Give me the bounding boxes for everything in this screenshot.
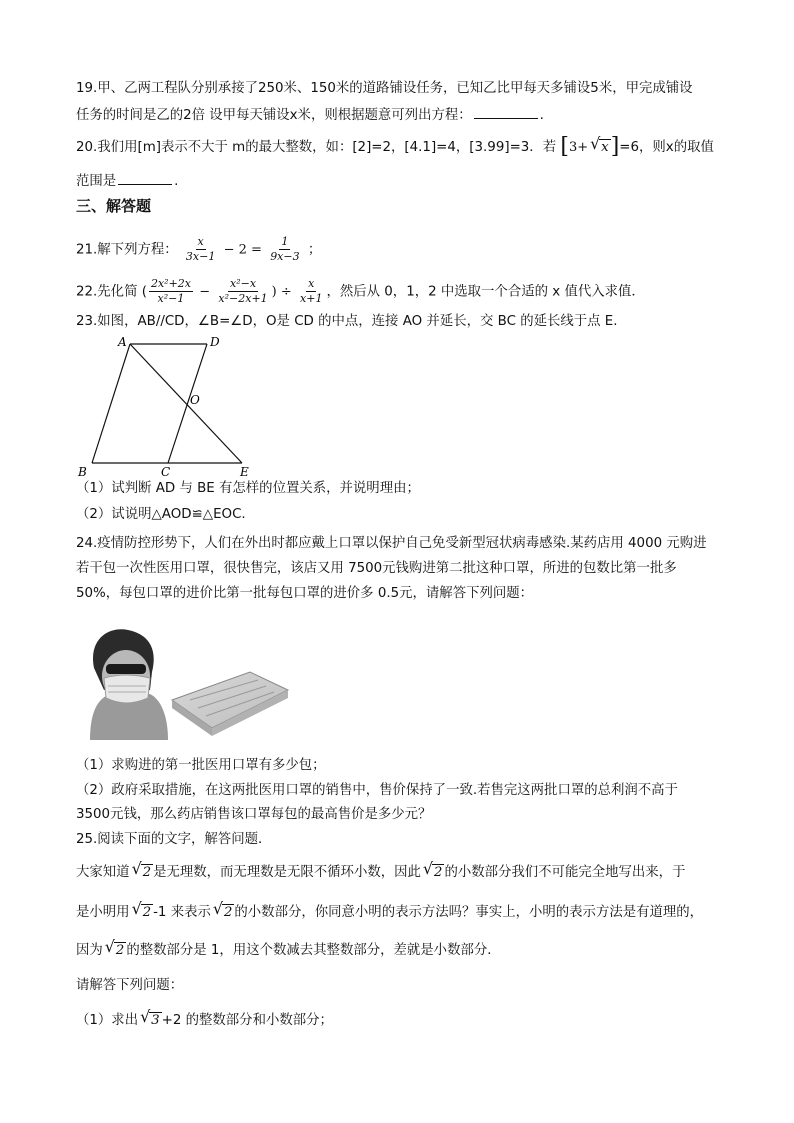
fraction: $\frac{\text{2x²+2x}}{\text{x²−1}}$ bbox=[150, 277, 191, 305]
q20-line2: 范围是 . bbox=[76, 174, 179, 189]
sqrt-2: √ 2 bbox=[422, 859, 443, 880]
q19-line1: 19.甲、乙两工程队分别承接了250米、150米的道路铺设任务，已知乙比甲每天多铺设5米，甲完成铺设 bbox=[76, 81, 693, 96]
q24-sub1: （1）求购进的第一批医用口罩有多少包； bbox=[76, 758, 326, 773]
q25-p1: 大家知道 √ 2 是无理数，而无理数是无限不循环小数，因此 √ 2 的小数部分我们不可能完全地写出来，于 bbox=[76, 859, 686, 880]
q24-sub2a: （2）政府采取措施，在这两批医用口罩的销售中，售价保持了一致.若售完这两批口罩的总利润不高于 bbox=[76, 783, 678, 798]
sqrt-2: √ 2 bbox=[131, 899, 152, 920]
label-a: A bbox=[118, 335, 127, 349]
q25-title: 25.阅读下面的文字，解答问题． bbox=[76, 832, 272, 847]
q23-line: 23.如图，AB//CD，∠B=∠D，O是 CD 的中点，连接 AO 并延长，交 BC 的延长线于点 E. bbox=[76, 314, 618, 329]
q25-p4: 请解答下列问题： bbox=[76, 978, 184, 993]
q19-line2: 任务的时间是乙的2倍 设甲每天铺设x米，则根据题意可列出方程： . bbox=[76, 108, 544, 123]
segment-ab bbox=[92, 344, 130, 463]
label-o: O bbox=[190, 393, 200, 407]
q21-line: 21.解下列方程： $\frac{x}{3x-1}$ − 2 = $\frac{1}{9x-3}$ ； bbox=[76, 235, 322, 263]
q20-line1: 20.我们用[m]表示不大于 m的最大整数，如：[2]=2，[4.1]=4，[3.99]=3．若 [3+ √ x]=6，则x的取值 bbox=[76, 134, 714, 159]
person-with-mask bbox=[90, 629, 168, 740]
sqrt-3: √ 3 bbox=[140, 1007, 160, 1028]
q24-line2: 若干包一次性医用口罩，很快售完，该店又用 7500元钱购进第二批这种口罩，所进的包数比第一批多 bbox=[76, 561, 677, 576]
mask-pack bbox=[172, 672, 288, 736]
floor-bracket-right: ] bbox=[610, 134, 620, 159]
sqrt-2: √ 2 bbox=[212, 899, 233, 920]
q24-line1: 24.疫情防控形势下，人们在外出时都应戴上口罩以保护自己免受新型冠状病毒感染.某药店用 4000 元购进 bbox=[76, 536, 707, 551]
sqrt-x: √ x bbox=[590, 134, 609, 155]
fraction: $\frac{\text{x²−x}}{\text{x²−2x+1}}$ bbox=[218, 277, 268, 305]
floor-bracket-left: [ bbox=[560, 134, 569, 159]
q23-sub1: （1）试判断 AD 与 BE 有怎样的位置关系，并说明理由； bbox=[76, 481, 420, 496]
answer-blank bbox=[474, 106, 538, 119]
sqrt-2: √ 2 bbox=[131, 859, 152, 880]
fraction: $\frac{x}{3x-1}$ bbox=[185, 235, 216, 263]
q22-line: 22.先化简 ( $\frac{\text{2x²+2x}}{\text{x²−1}}$ − $\frac{\text{x²−x}}{\text{x²−2x+1}}$ ) ÷ $\frac{x}{x+1}$ ，然后从 0，1，2 中选取一个合适的 x 值代入求值． bbox=[76, 277, 645, 305]
q25-sub1: （1）求出 √ 3 +2 的整数部分和小数部分； bbox=[76, 1007, 333, 1028]
q24-line3: 50%，每包口罩的进价比第一批每包口罩的进价多 0.5元，请解答下列问题： bbox=[76, 586, 534, 601]
fraction: $\frac{1}{9x-3}$ bbox=[270, 235, 300, 263]
section-title: 三、解答题 bbox=[76, 197, 152, 215]
label-e: E bbox=[240, 465, 249, 479]
q25-p2: 是小明用 √ 2 -1 来表示 √ 2 的小数部分，你同意小明的表示方法吗？事实上，小明的表示方法是有道理的， bbox=[76, 899, 704, 920]
sqrt-2: √ 2 bbox=[104, 937, 125, 958]
fraction: $\frac{x}{x+1}$ bbox=[300, 277, 323, 305]
q24-sub2b: 3500元钱，那么药店销售该口罩每包的最高售价是多少元？ bbox=[76, 807, 432, 822]
q25-p3: 因为 √ 2 的整数部分是 1，用这个数减去其整数部分，差就是小数部分． bbox=[76, 937, 501, 958]
geometry-figure bbox=[72, 332, 272, 482]
label-b: B bbox=[78, 465, 87, 479]
segment-ae bbox=[130, 344, 242, 463]
label-d: D bbox=[210, 335, 220, 349]
label-c: C bbox=[161, 465, 171, 479]
mask-photo bbox=[80, 628, 292, 740]
segment-dc bbox=[168, 344, 207, 463]
answer-blank bbox=[118, 172, 172, 185]
q23-sub2: （2）试说明△AOD≌△EOC. bbox=[76, 507, 246, 522]
